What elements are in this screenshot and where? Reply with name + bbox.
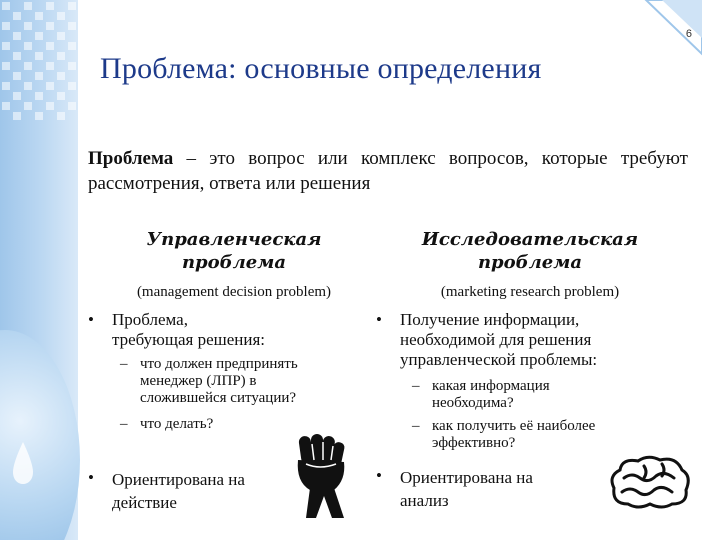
grid-cell: [57, 52, 65, 60]
grid-cell: [68, 22, 76, 30]
bullet-marker: •: [376, 310, 382, 329]
grid-cell: [24, 62, 32, 70]
management-subtitle: (management decision problem): [136, 284, 332, 300]
dash-marker: –: [120, 416, 128, 432]
grid-cell: [35, 32, 43, 40]
grid-cell: [35, 92, 43, 100]
bullet-marker: •: [376, 466, 382, 485]
management-bullet-2-line2: действие: [112, 493, 177, 512]
grid-cell: [13, 52, 21, 60]
management-heading: [84, 228, 384, 274]
grid-cell: [35, 72, 43, 80]
grid-cell: [46, 2, 54, 10]
grid-cell: [46, 62, 54, 70]
grid-cell: [2, 102, 10, 110]
decorative-left-band: [0, 0, 78, 540]
research-bullet-1-line3: управленческой проблемы:: [400, 350, 598, 369]
brain-icon: [604, 452, 694, 512]
grid-cell: [13, 72, 21, 80]
dash-marker: –: [412, 418, 420, 434]
bullet-marker: •: [88, 468, 94, 487]
raised-fist-icon: [286, 430, 356, 520]
grid-cell: [57, 92, 65, 100]
grid-cell: [13, 112, 21, 120]
research-subtitle: (marketing research problem): [440, 284, 620, 300]
grid-cell: [24, 42, 32, 50]
grid-cell: [68, 102, 76, 110]
management-heading-line2: проблема: [181, 252, 287, 273]
grid-cell: [46, 42, 54, 50]
dash-marker: –: [120, 356, 128, 372]
grid-cell: [24, 82, 32, 90]
definition-text: – это вопрос или комплекс вопросов, которые требуют рассмотрения, ответа или решения: [88, 148, 688, 194]
management-dash-1-line3: сложившейся ситуации?: [140, 390, 297, 406]
grid-cell: [46, 82, 54, 90]
grid-cell: [35, 12, 43, 20]
grid-cell: [35, 52, 43, 60]
management-heading-line1: Управленческая: [146, 229, 322, 250]
research-problem-column: [380, 228, 680, 301]
grid-cell: [13, 32, 21, 40]
research-bullet-2-line1: Ориентирована на: [400, 468, 533, 487]
management-bullet-2-line1: Ориентирована на: [112, 470, 245, 489]
grid-cell: [24, 102, 32, 110]
grid-cell: [2, 82, 10, 90]
grid-cell: [68, 2, 76, 10]
grid-cell: [2, 62, 10, 70]
grid-cell: [68, 82, 76, 90]
grid-cell: [46, 22, 54, 30]
grid-cell: [35, 112, 43, 120]
research-bullet-1-line2: необходимой для решения: [400, 330, 592, 349]
grid-cell: [46, 102, 54, 110]
research-bullet-1-line1: Получение информации,: [400, 310, 580, 329]
grid-cell: [2, 2, 10, 10]
definition-term: Проблема: [88, 148, 174, 169]
grid-cell: [57, 32, 65, 40]
research-dash-1-line1: какая информация: [432, 378, 550, 394]
bullet-marker: •: [88, 310, 94, 329]
research-heading: [380, 228, 680, 274]
decorative-sphere: [0, 330, 80, 540]
management-bullet-1-line2: требующая решения:: [112, 330, 266, 349]
grid-cell: [68, 62, 76, 70]
grid-cell: [57, 72, 65, 80]
grid-cell: [13, 92, 21, 100]
research-bullet-2-line2: анализ: [400, 491, 449, 510]
research-heading-line1: Исследовательская: [421, 229, 639, 250]
page-number: 6: [685, 28, 692, 40]
research-dash-1-line2: необходима?: [432, 395, 514, 411]
definition-paragraph: [88, 146, 688, 196]
water-drop-icon: [10, 440, 36, 486]
slide-title: Проблема: основные определения: [100, 52, 542, 85]
grid-cell: [24, 22, 32, 30]
decorative-grid: [0, 0, 78, 120]
grid-cell: [13, 12, 21, 20]
research-dash-2-line1: как получить её наиболее: [432, 418, 596, 434]
management-dash-2-text: что делать?: [140, 416, 214, 432]
grid-cell: [57, 12, 65, 20]
research-heading-line2: проблема: [477, 252, 583, 273]
grid-cell: [57, 112, 65, 120]
management-dash-1-line1: что должен предпринять: [140, 356, 298, 372]
management-dash-1-line2: менеджер (ЛПР) в: [140, 373, 257, 389]
grid-cell: [2, 22, 10, 30]
grid-cell: [24, 2, 32, 10]
dash-marker: –: [412, 378, 420, 394]
research-dash-2-line2: эффективно?: [432, 435, 516, 451]
management-problem-column: [84, 228, 384, 301]
grid-cell: [2, 42, 10, 50]
grid-cell: [68, 42, 76, 50]
management-bullet-1-line1: Проблема,: [112, 310, 188, 329]
